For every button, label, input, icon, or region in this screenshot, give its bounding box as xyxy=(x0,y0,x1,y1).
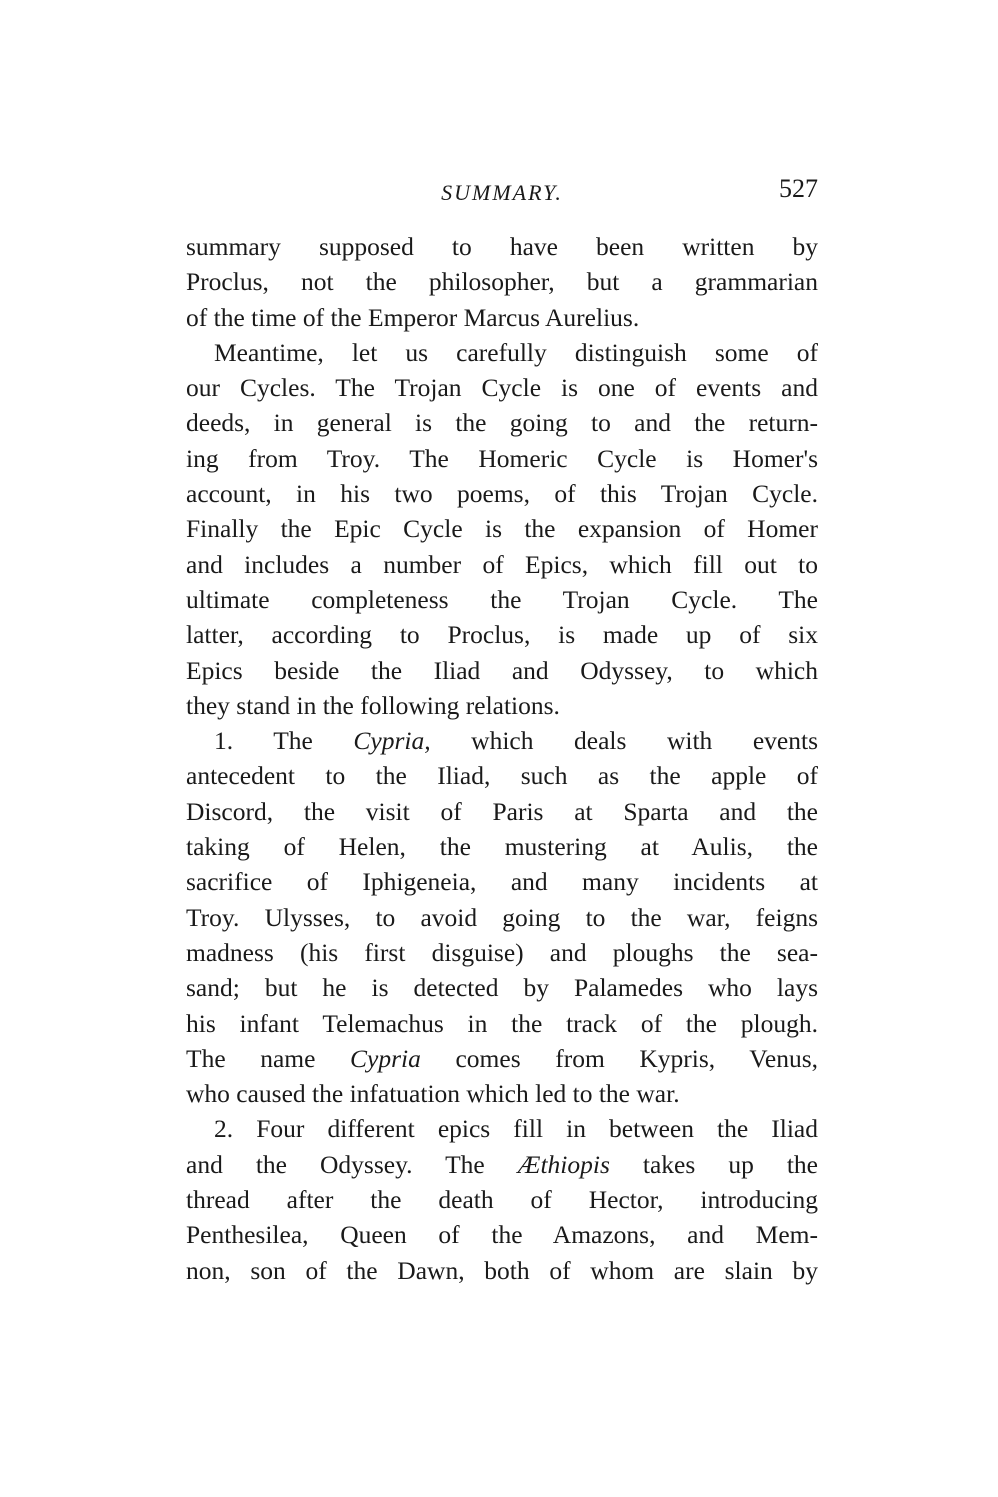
text-line: ing from Troy. The Homeric Cycle is Homer's xyxy=(186,443,818,473)
text-line: they stand in the following relations. xyxy=(186,690,560,720)
italic-title: Æthiopis xyxy=(517,1149,610,1179)
text-line: Finally the Epic Cycle is the expansion of Homer xyxy=(186,514,818,544)
text-run: and the Odyssey. The xyxy=(186,1149,518,1179)
text-line: Proclus, not the philosopher, but a grammarian xyxy=(186,267,818,297)
italic-title: Cypria, xyxy=(353,726,431,756)
text-line: madness (his first disguise) and ploughs the sea- xyxy=(186,937,818,967)
text-line: ultimate completeness the Trojan Cycle. The xyxy=(186,584,818,614)
text-line: sacrifice of Iphigeneia, and many incidents at xyxy=(186,867,818,897)
text-line: taking of Helen, the mustering at Aulis, the xyxy=(186,832,818,862)
text-line: latter, according to Proclus, is made up of six xyxy=(186,620,818,650)
text-run: The name xyxy=(186,1043,351,1073)
text-line: who caused the infatuation which led to the war. xyxy=(186,1079,680,1109)
running-title: SUMMARY. xyxy=(441,180,563,205)
text-line: 2. Four different epics fill in between the Iliad xyxy=(214,1114,818,1144)
text-line: Troy. Ulysses, to avoid going to the war, feigns xyxy=(186,902,818,932)
text-line: thread after the death of Hector, introducing xyxy=(186,1185,818,1215)
text-line: sand; but he is detected by Palamedes who lays xyxy=(186,973,818,1003)
body-text xyxy=(186,229,818,1288)
text-line: our Cycles. The Trojan Cycle is one of events and xyxy=(186,373,818,403)
page-number: 527 xyxy=(779,174,818,203)
text-line: Epics beside the Iliad and Odyssey, to which xyxy=(186,655,818,685)
text-line xyxy=(186,1147,818,1182)
text-line xyxy=(186,1041,818,1076)
text-line: Meantime, let us carefully distinguish some of xyxy=(214,337,818,367)
text-line: Penthesilea, Queen of the Amazons, and Mem- xyxy=(186,1220,818,1250)
text-run: comes from Kypris, Venus, xyxy=(420,1043,818,1073)
text-line: account, in his two poems, of this Trojan Cycle. xyxy=(186,479,818,509)
text-line: and includes a number of Epics, which fill out to xyxy=(186,549,818,579)
text-line: summary supposed to have been written by xyxy=(186,232,818,261)
text-line: of the time of the Emperor Marcus Aurelius. xyxy=(186,302,640,332)
text-line: non, son of the Dawn, both of whom are slain by xyxy=(186,1255,818,1285)
italic-title: Cypria xyxy=(350,1043,421,1073)
text-run: 1. The xyxy=(214,726,354,756)
text-line: his infant Telemachus in the track of the plough. xyxy=(186,1008,818,1038)
running-head xyxy=(186,170,818,210)
text-line: Discord, the visit of Paris at Sparta and the xyxy=(186,796,818,826)
text-run: takes up the xyxy=(609,1149,818,1179)
text-line xyxy=(186,723,818,758)
text-line: deeds, in general is the going to and the return- xyxy=(186,408,818,438)
text-run: which deals with events xyxy=(430,726,818,756)
text-line: antecedent to the Iliad, such as the apple of xyxy=(186,761,818,791)
